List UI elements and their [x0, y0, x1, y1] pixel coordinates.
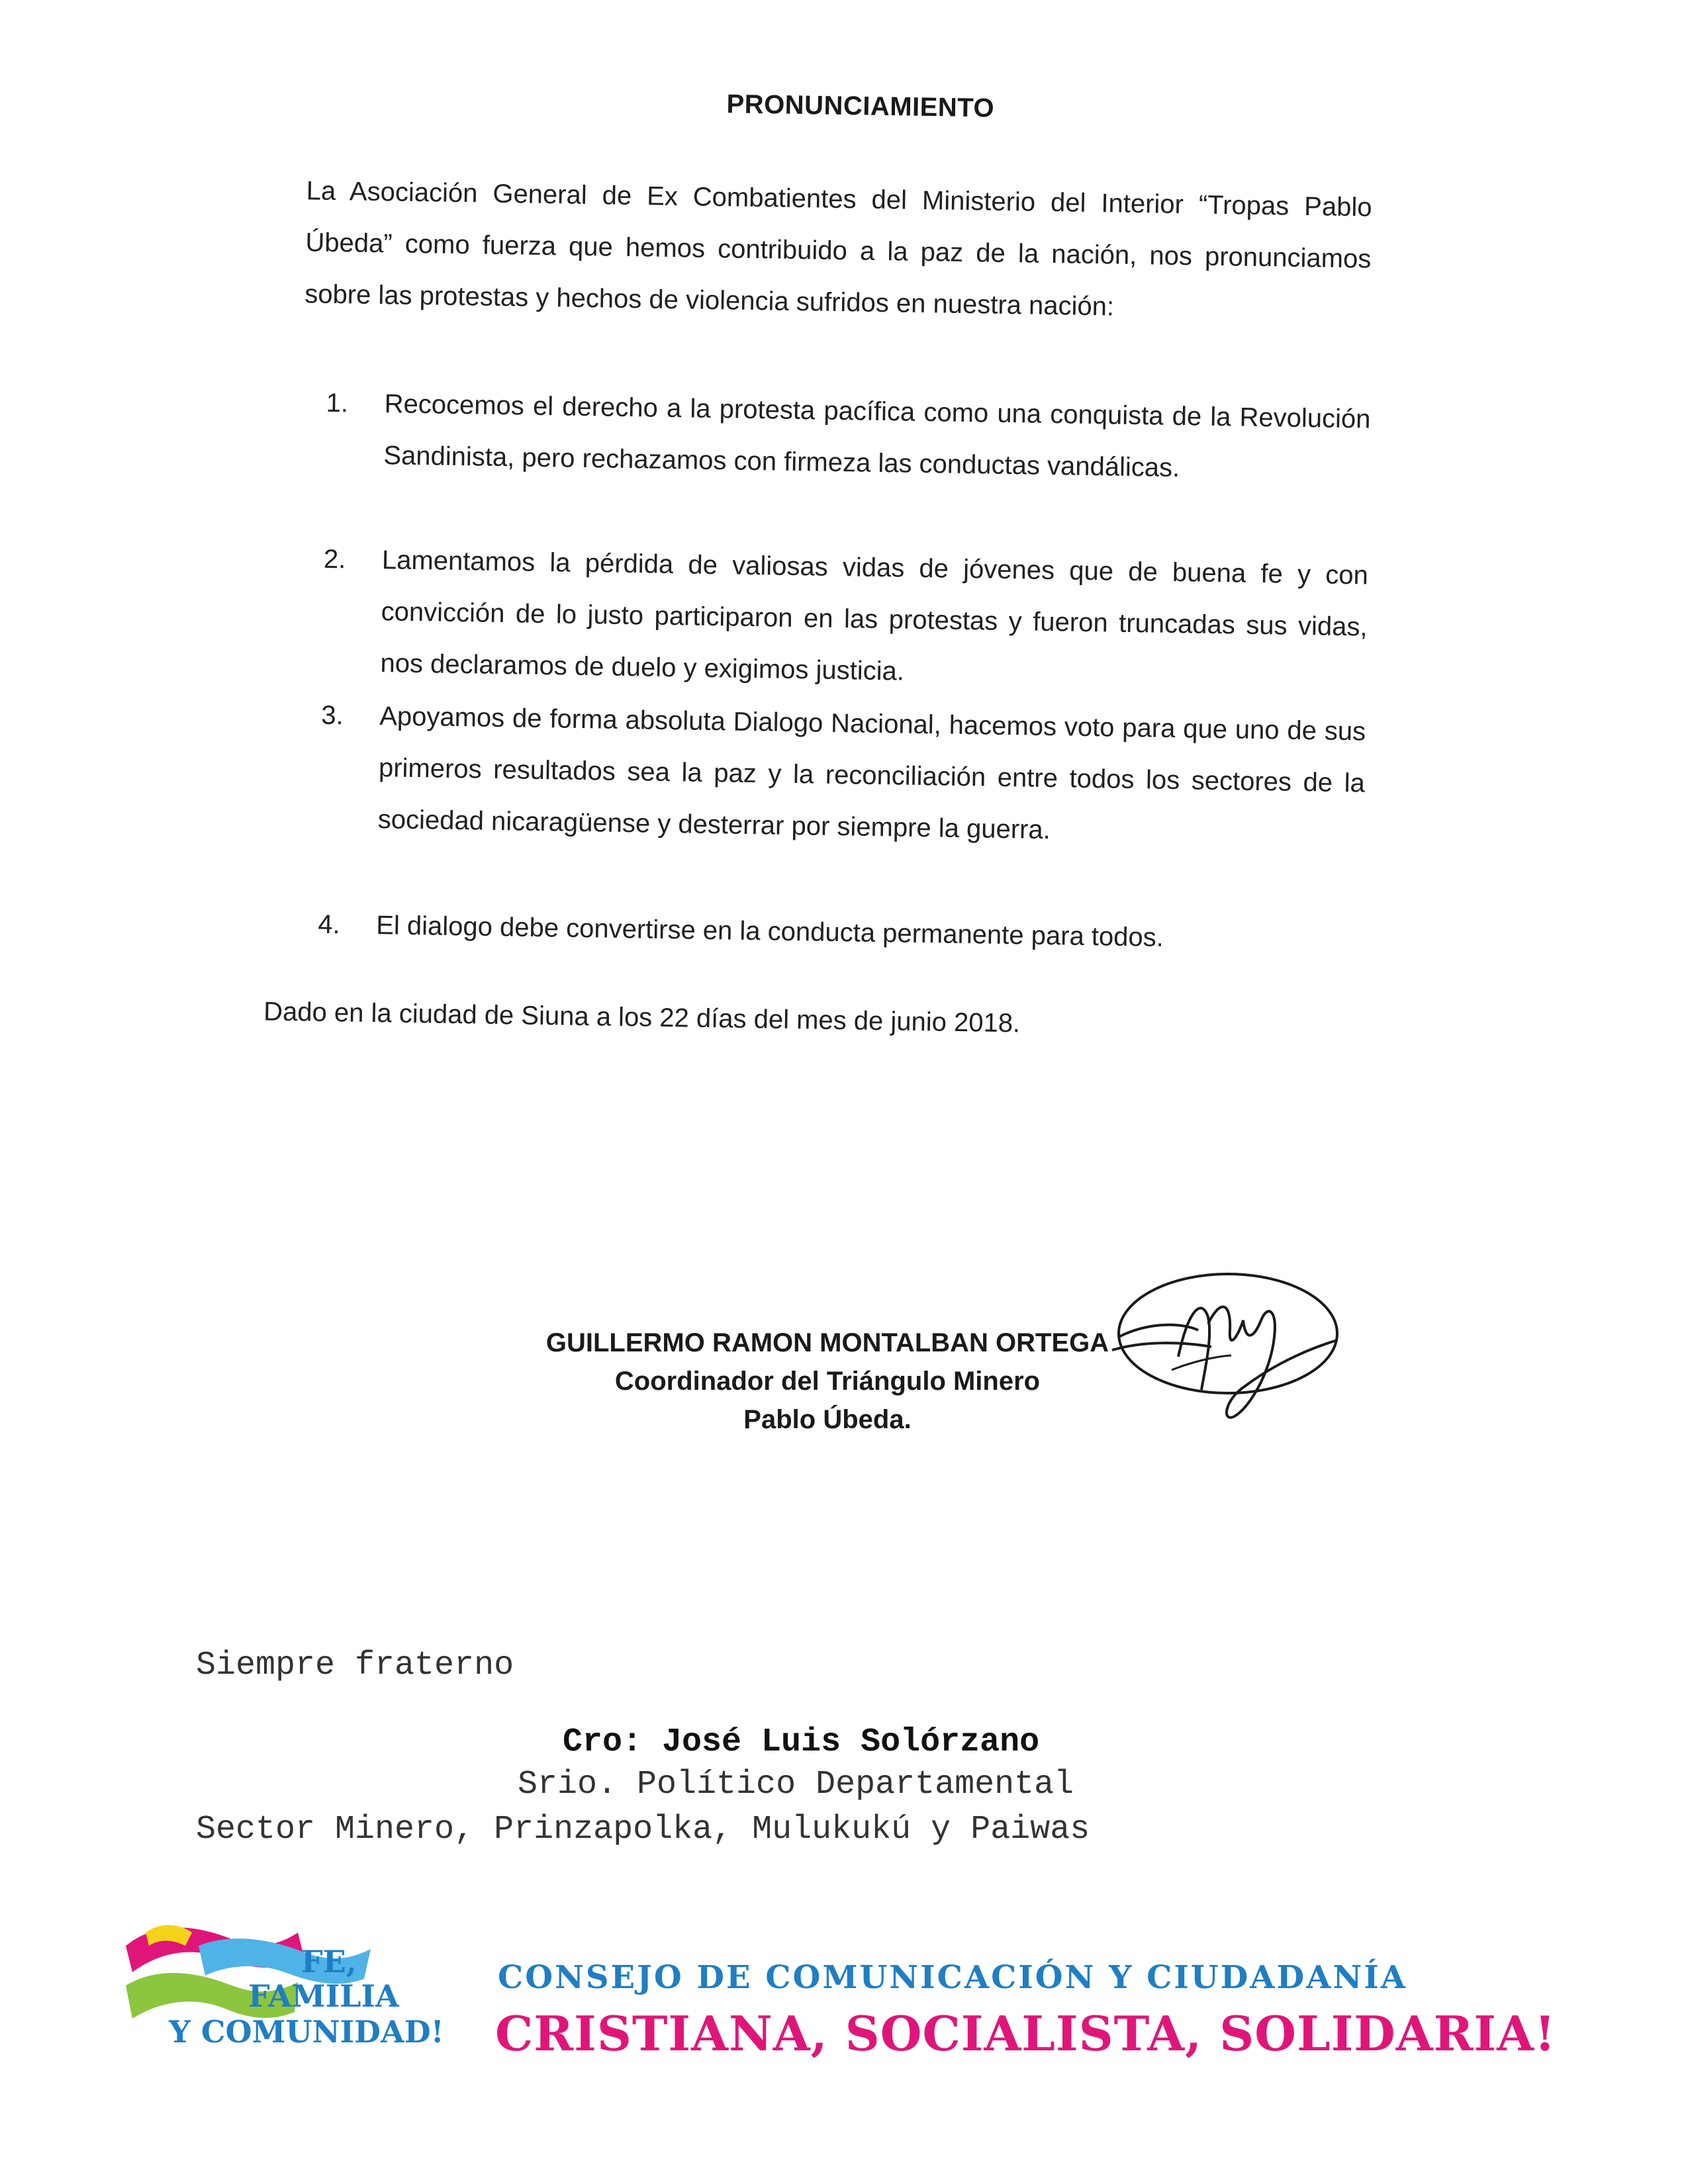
sender-sector: Sector Minero, Prinzapolka, Mulukukú y Paiwas [196, 1811, 1090, 1848]
list-item-number: 3. [320, 700, 344, 731]
council-name: CONSEJO DE COMUNICACIÓN Y CIUDADANÍA [498, 1959, 1407, 1996]
list-item-text: Lamentamos la pérdida de valiosas vidas de jóvenes que de buena fe y con convicción de lo justo participaron en las protestas y fueron truncadas sus vidas, nos declaramos de duelo y exigimos justicia. [380, 545, 1369, 686]
logo-text-familia: FAMILIA [248, 1978, 399, 2014]
sender-title: Srio. Político Departamental [518, 1766, 1074, 1803]
list-item-text: Apoyamos de forma absoluta Dialogo Nacional, hacemos voto para que uno de sus primeros resultados sea la paz y la reconciliación entre todos los sectores de la sociedad nicaragüense y desterrar por siempre la guerra. [377, 702, 1366, 845]
document-title: PRONUNCIAMIENTO [726, 89, 995, 123]
signatory-role: Coordinador del Triángulo Minero [614, 1367, 1041, 1396]
signatory-organization: Pablo Úbeda. [743, 1405, 912, 1434]
list-item-text: El dialogo debe convertirse en la conducta permanente para todos. [375, 911, 1164, 952]
handwritten-signature [1072, 1257, 1350, 1443]
list-item-number: 2. [323, 544, 346, 574]
list-item-number: 4. [317, 909, 341, 940]
slogan: CRISTIANA, SOCIALISTA, SOLIDARIA! [495, 2005, 1556, 2062]
logo-text-fe: FE, [301, 1944, 357, 1979]
closing-greeting: Siempre fraterno [196, 1647, 514, 1684]
list-item-number: 1. [326, 388, 349, 418]
list-item [326, 377, 1372, 483]
intro-paragraph: La Asociación General de Ex Combatientes del Ministerio del Interior “Tropas Pablo Úbeda” como fuerza que hemos contribuido a la paz de la nación, nos pronunciamos sobre las protestas y hechos de violencia sufridos en nuestra nación: [304, 176, 1372, 322]
list-item-text: Recocemos el derecho a la protesta pacífica como una conquista de la Revolución Sandinista, pero rechazamos con firmeza las conductas vandálicas. [383, 389, 1371, 483]
sender-name: Cro: José Luis Solórzano [563, 1723, 1040, 1761]
logo-text-comunidad: Y COMUNIDAD! [169, 2014, 444, 2050]
date-place-line: Dado en la ciudad de Siuna a los 22 días del mes de junio 2018. [263, 997, 1021, 1038]
list-item [317, 899, 1364, 952]
signatory-name: GUILLERMO RAMON MONTALBAN ORTEGA [545, 1328, 1109, 1357]
list-item [323, 533, 1370, 686]
